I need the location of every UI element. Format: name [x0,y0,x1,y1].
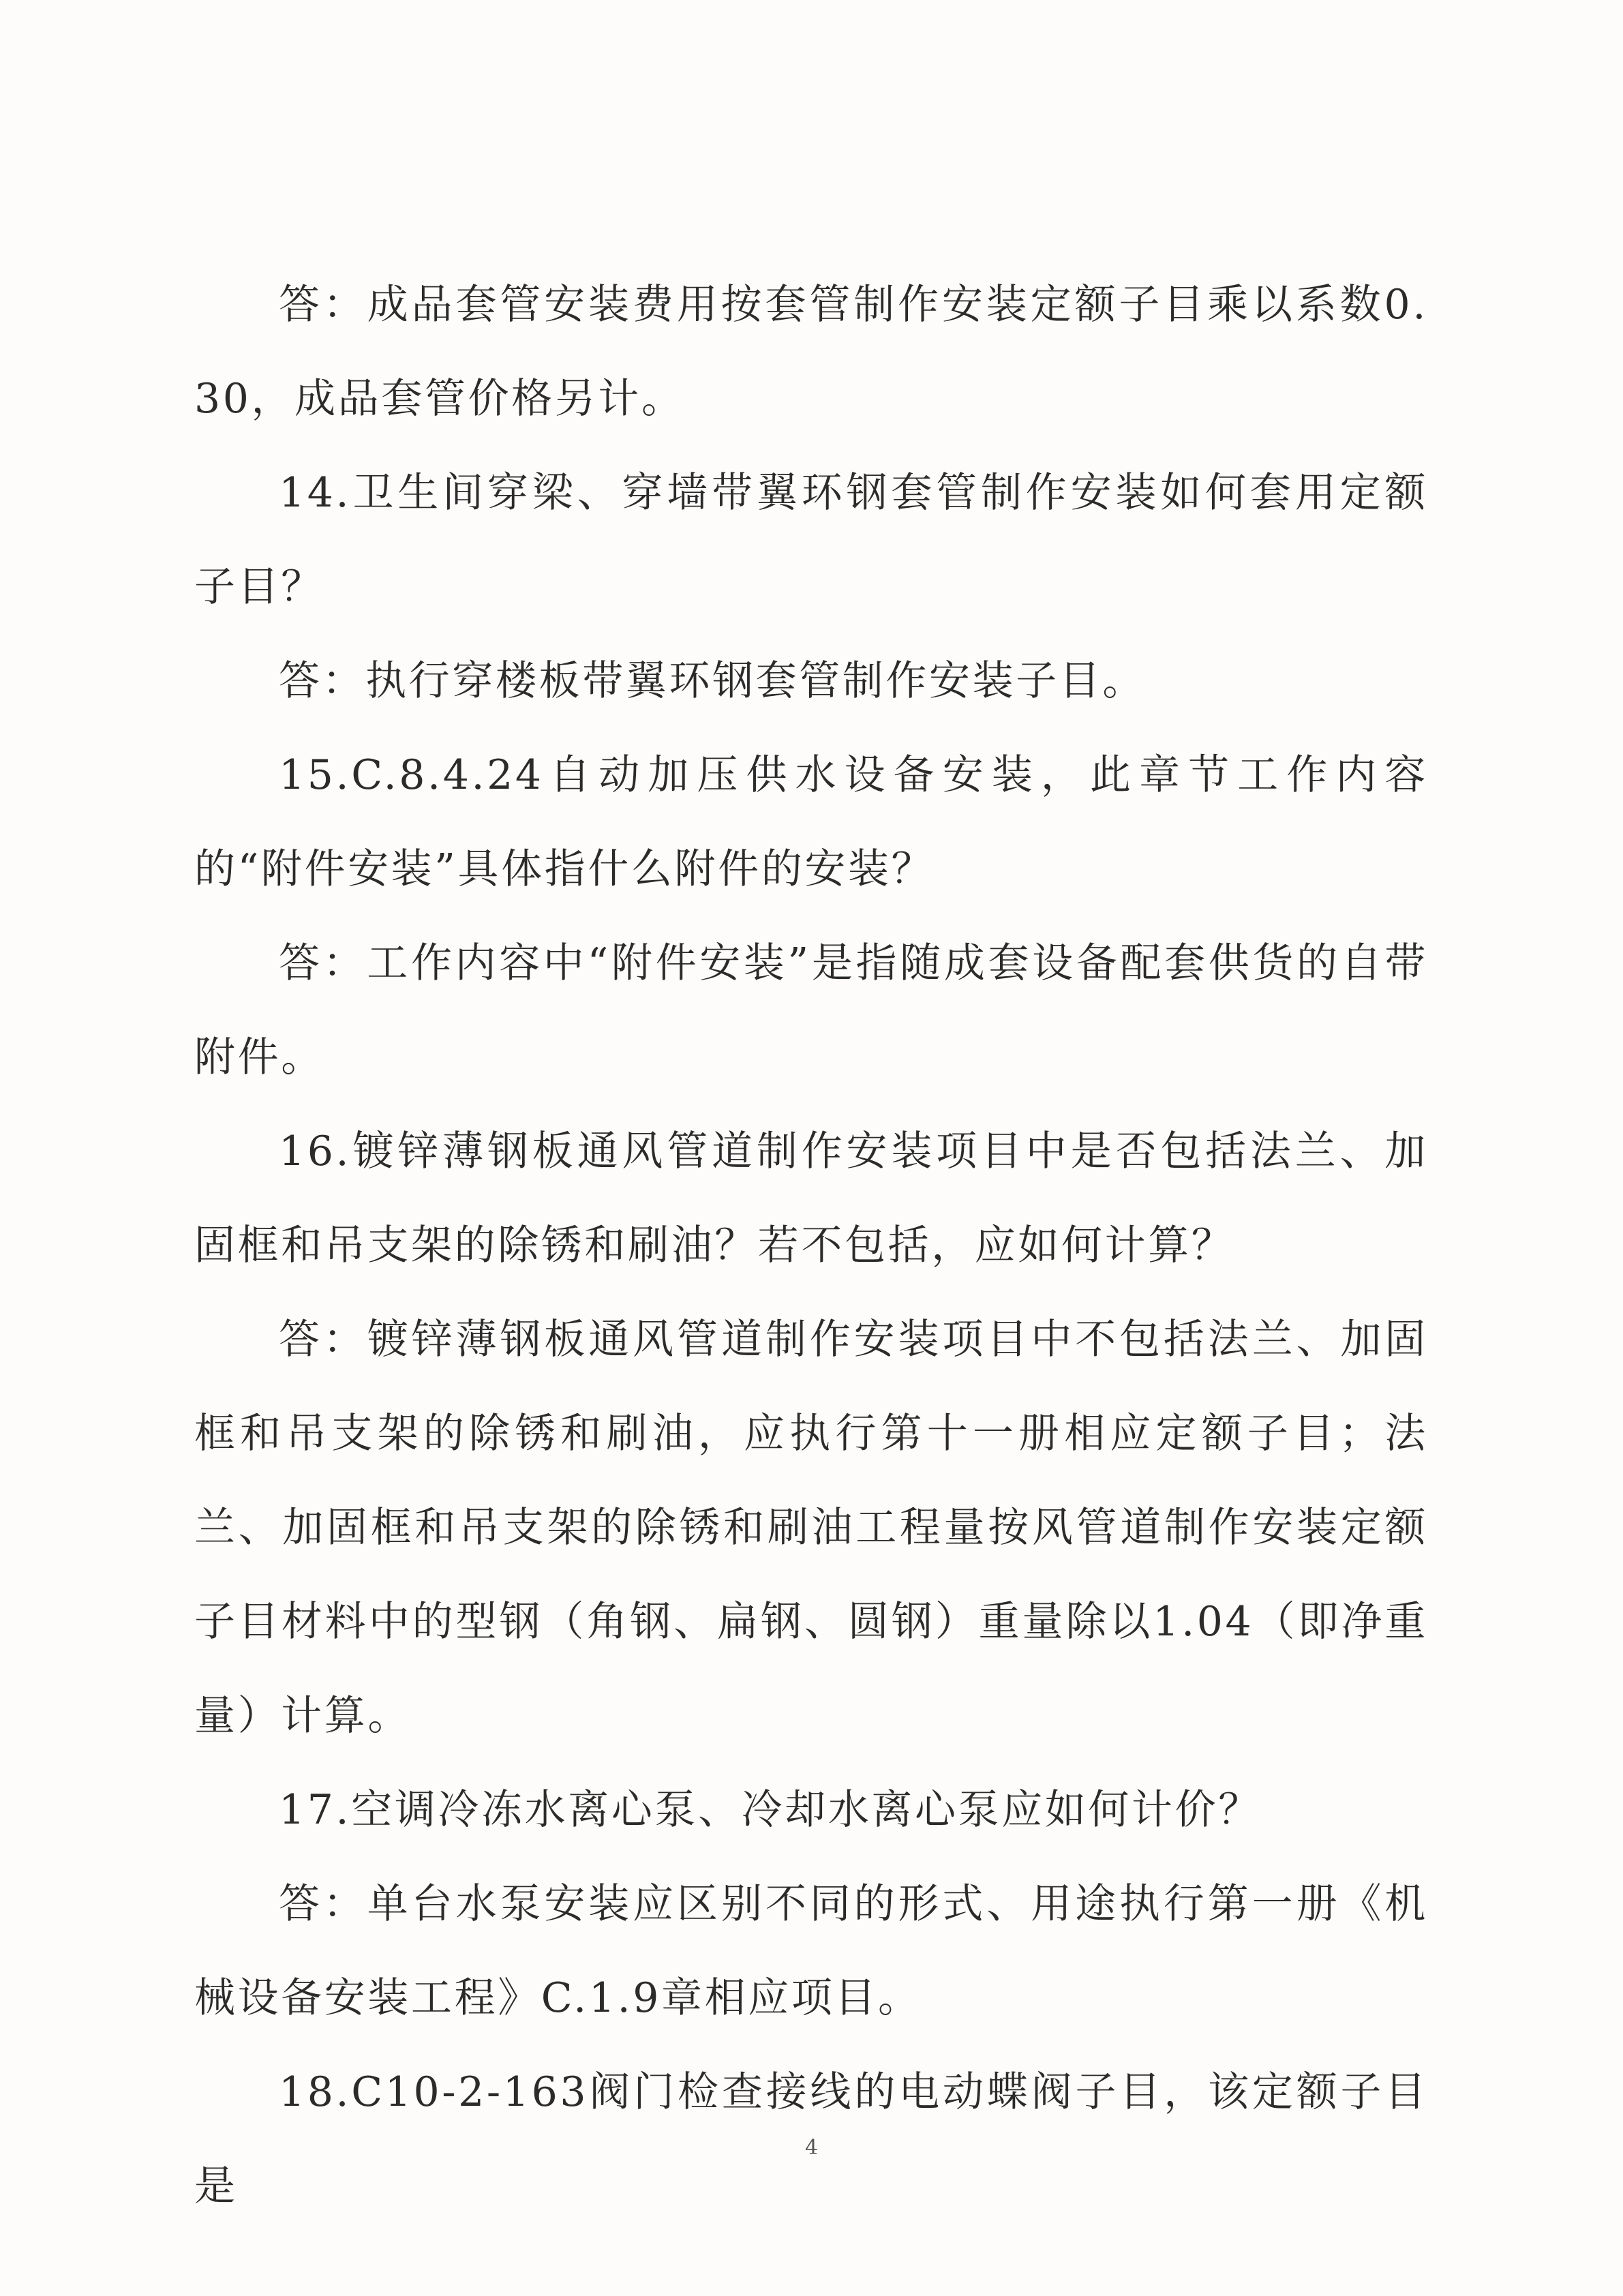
question-16-paragraph: 16.镀锌薄钢板通风管道制作安装项目中是否包括法兰、加固框和吊支架的除锈和刷油？若不包括，应如何计算？ [194,1128,1428,1269]
answer-15-paragraph: 答：工作内容中“附件安装”是指随成套设备配套供货的自带附件。 [194,939,1428,1081]
question-15-paragraph: 15.C.8.4.24自动加压供水设备安装，此章节工作内容的“附件安装”具体指什么附件的安装？ [194,751,1428,893]
question-18-paragraph: 18.C10-2-163阀门检查接线的电动蝶阀子目，该定额子目是 [194,2068,1428,2210]
answer-17-paragraph: 答：单台水泵安装应区别不同的形式、用途执行第一册《机械设备安装工程》C.1.9章相应项目。 [194,1880,1428,2022]
answer-13-paragraph: 答：成品套管安装费用按套管制作安装定额子目乘以系数0.30，成品套管价格另计。 [194,281,1428,423]
page-number: 4 [804,2136,819,2160]
document-body [194,258,1428,2233]
question-17-paragraph: 17.空调冷冻水离心泵、冷却水离心泵应如何计价？ [279,1786,1262,1834]
question-14-paragraph: 14.卫生间穿梁、穿墙带翼环钢套管制作安装如何套用定额子目？ [194,469,1428,611]
answer-16-paragraph: 答：镀锌薄钢板通风管道制作安装项目中不包括法兰、加固框和吊支架的除锈和刷油，应执行第十一册相应定额子目；法兰、加固框和吊支架的除锈和刷油工程量按风管道制作安装定额子目材料中的型钢（角钢、扁钢、圆钢）重量除以1.04（即净重量）计算。 [194,1316,1428,1740]
answer-14-paragraph: 答：执行穿楼板带翼环钢套管制作安装子目。 [279,657,1146,705]
